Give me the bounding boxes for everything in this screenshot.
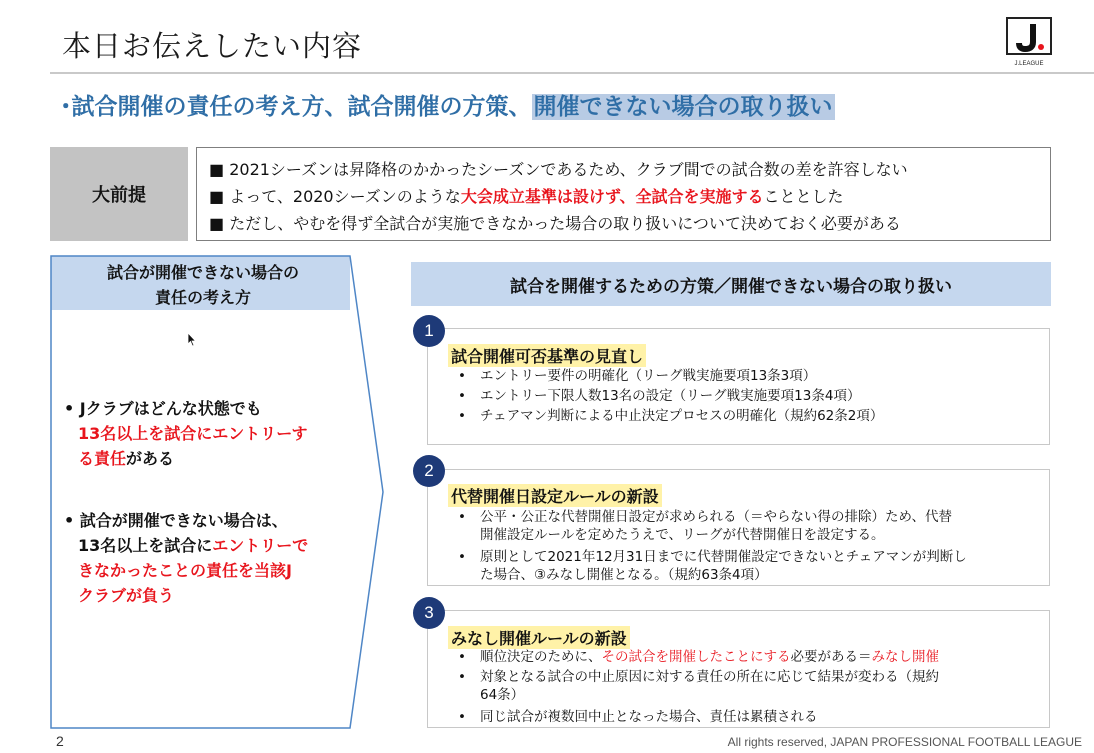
section-2-bullet-2: • 原則として2021年12月31日までに代替開催設定できないとチェアマンが判断し た場合、③みなし開催となる。（規約63条4項） xyxy=(458,549,967,583)
section-1-number-badge: 1 xyxy=(413,315,445,347)
mouse-cursor-icon xyxy=(187,332,197,347)
section-3-number-badge: 3 xyxy=(413,597,445,629)
point-1-line-1: • Jクラブはどんな状態でも xyxy=(64,399,262,418)
jleague-logo-icon xyxy=(1005,16,1053,68)
title-divider xyxy=(50,72,1094,74)
subtitle-prefix: ･試合開催の責任の考え方、試合開催の方策、 xyxy=(60,94,532,120)
point-2-line-2 xyxy=(64,533,308,558)
point-1-tail: がある xyxy=(126,449,175,468)
point-2-line-3: きなかったことの責任を当該J xyxy=(78,561,292,580)
section-3-bullet-2: • 対象となる試合の中止原因に対する責任の所在に応じて結果が変わる（規約 64条） xyxy=(458,669,939,703)
slide-title: 本日お伝えしたい内容 xyxy=(62,29,363,63)
subtitle-highlight: 開催できない場合の取り扱い xyxy=(533,94,833,120)
responsibility-panel xyxy=(50,255,385,729)
premise-line-2-emphasis: 大会成立基準は設けず、全試合を実施する xyxy=(460,187,764,206)
premise-box xyxy=(196,147,1051,241)
section-3-title: みなし開催ルールの新設 xyxy=(448,626,630,649)
premise-line-1-text: ■ 2021シーズンは昇降格のかかったシーズンであるため、クラブ間での試合数の差を許容しない xyxy=(209,160,908,179)
section-1-title: 試合開催可否基準の見直し xyxy=(448,344,646,367)
premise-line-2-text: ■ よって、2020シーズンのような xyxy=(209,187,461,206)
premise-line-2-tail: こととした xyxy=(763,187,844,206)
section-2-number-badge: 2 xyxy=(413,455,445,487)
page-number: 2 xyxy=(56,733,64,749)
point-2-line-2-emphasis: エントリーで xyxy=(212,536,309,555)
copyright-footer: All rights reserved, JAPAN PROFESSIONAL FOOTBALL LEAGUE xyxy=(727,735,1082,749)
responsibility-title-line-1: 試合が開催できない場合の xyxy=(106,263,299,282)
point-2-line-2-text: 13名以上を試合に xyxy=(78,536,213,555)
section-1-bullet-2: • エントリー下限人数13名の設定（リーグ戦実施要項13条4項） xyxy=(458,388,861,404)
logo-text: J.LEAGUE xyxy=(1014,61,1044,67)
premise-label: 大前提 xyxy=(50,147,188,241)
point-2-line-4: クラブが負う xyxy=(78,586,175,605)
point-2-line-1: • 試合が開催できない場合は、 xyxy=(64,511,288,530)
section-2-bullet-1: • 公平・公正な代替開催日設定が求められる（＝やらない得の排除）ため、代替 開催設定ルールを定めたうえで、リーグが代替開催日を設定する。 xyxy=(458,509,952,543)
responsibility-title-line-2: 責任の考え方 xyxy=(154,288,251,307)
premise-line-1 xyxy=(209,156,1038,183)
responsibility-point-1 xyxy=(64,396,307,471)
point-1-emphasis: る責任 xyxy=(78,449,127,468)
point-1-line-2: 13名以上を試合にエントリーす xyxy=(78,424,308,443)
section-2-title: 代替開催日設定ルールの新設 xyxy=(448,484,662,507)
section-3-bullet-1: • 順位決定のために、その試合を開催したことにする必要がある＝みなし開催 xyxy=(458,649,939,665)
premise-line-3-text: ■ ただし、やむを得ず全試合が実施できなかった場合の取り扱いについて決めておく必要がある xyxy=(209,214,901,233)
section-1-bullet-3: • チェアマン判断による中止決定プロセスの明確化（規約62条2項） xyxy=(458,408,884,424)
subtitle xyxy=(60,88,835,121)
point-1-line-3 xyxy=(64,446,307,471)
responsibility-panel-title xyxy=(58,260,348,310)
section-1-bullet-1: • エントリー要件の明確化（リーグ戦実施要項13条3項） xyxy=(458,368,817,384)
measures-header: 試合を開催するための方策／開催できない場合の取り扱い xyxy=(411,262,1051,306)
responsibility-point-2 xyxy=(64,508,308,608)
premise-line-3 xyxy=(209,210,1038,237)
section-3-bullet-3: • 同じ試合が複数回中止となった場合、責任は累積される xyxy=(458,709,818,725)
premise-line-2 xyxy=(209,183,1038,210)
